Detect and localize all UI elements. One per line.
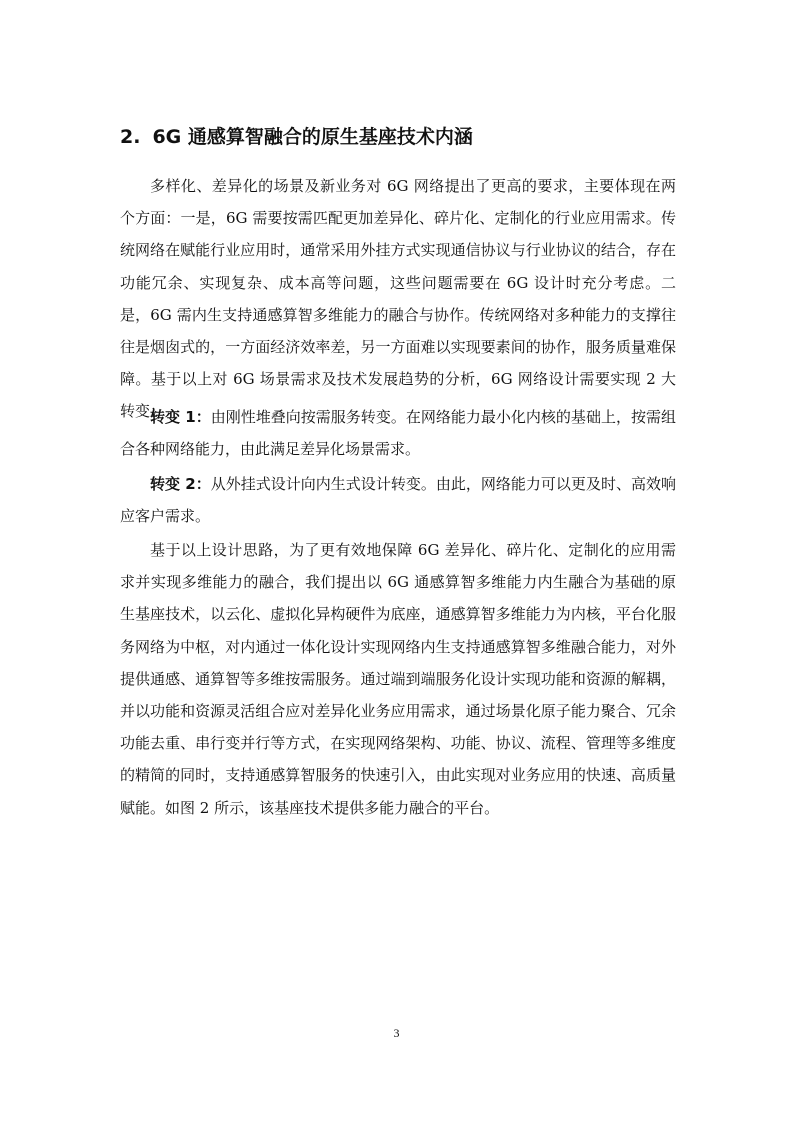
paragraph-shift-2 [120, 468, 676, 532]
shift-1-text: 由刚性堆叠向按需服务转变。在网络能力最小化内核的基础上，按需组合各种网络能力，由此满足差异化场景需求。 [120, 408, 676, 459]
shift-2-text: 从外挂式设计向内生式设计转变。由此，网络能力可以更及时、高效响应客户需求。 [120, 475, 676, 526]
paragraph-intro [120, 170, 676, 428]
shift-2-label: 转变 2： [150, 475, 211, 493]
paragraph-intro-text: 多样化、差异化的场景及新业务对 6G 网络提出了更高的要求，主要体现在两个方面：一是，6G 需要按需匹配更加差异化、碎片化、定制化的行业应用需求。传统网络在赋能行业应用时，通常采用外挂方式实现通信协议与行业协议的结合，存在功能冗余、实现复杂、成本高等问题，这些问题需要在 6G 设计时充分考虑。二是，6G 需内生支持通感算智多维能力的融合与协作。传统网络对多种能力的支撑往往是烟囱式的，一方面经济效率差，另一方面难以实现要素间的协作，服务质量难保障。基于以上对 6G 场景需求及技术发展趋势的分析，6G 网络设计需要实现 2 大转变： [120, 177, 676, 421]
shift-1-label: 转变 1： [150, 408, 211, 426]
section-heading [120, 122, 680, 152]
paragraph-design-text: 基于以上设计思路，为了更有效地保障 6G 差异化、碎片化、定制化的应用需求并实现多维能力的融合，我们提出以 6G 通感算智多维能力内生融合为基础的原生基座技术，以云化、虚拟化异构硬件为底座，通感算智多维能力为内核，平台化服务网络为中枢，对内通过一体化设计实现网络内生支持通感算智多维融合能力，对外提供通感、通算智等多维按需服务。通过端到端服务化设计实现功能和资源的解耦，并以功能和资源灵活组合应对差异化业务应用需求，通过场景化原子能力聚合、冗余功能去重、串行变并行等方式，在实现网络架构、功能、协议、流程、管理等多维度的精简的同时，支持通感算智服务的快速引入，由此实现对业务应用的快速、高质量赋能。如图 2 所示，该基座技术提供多能力融合的平台。 [120, 541, 676, 817]
page-number: 3 [393, 1026, 400, 1040]
section-title: 6G 通感算智融合的原生基座技术内涵 [152, 125, 473, 148]
section-number: 2. [120, 125, 141, 148]
paragraph-shift-1 [120, 401, 676, 465]
paragraph-design-approach [120, 534, 676, 824]
